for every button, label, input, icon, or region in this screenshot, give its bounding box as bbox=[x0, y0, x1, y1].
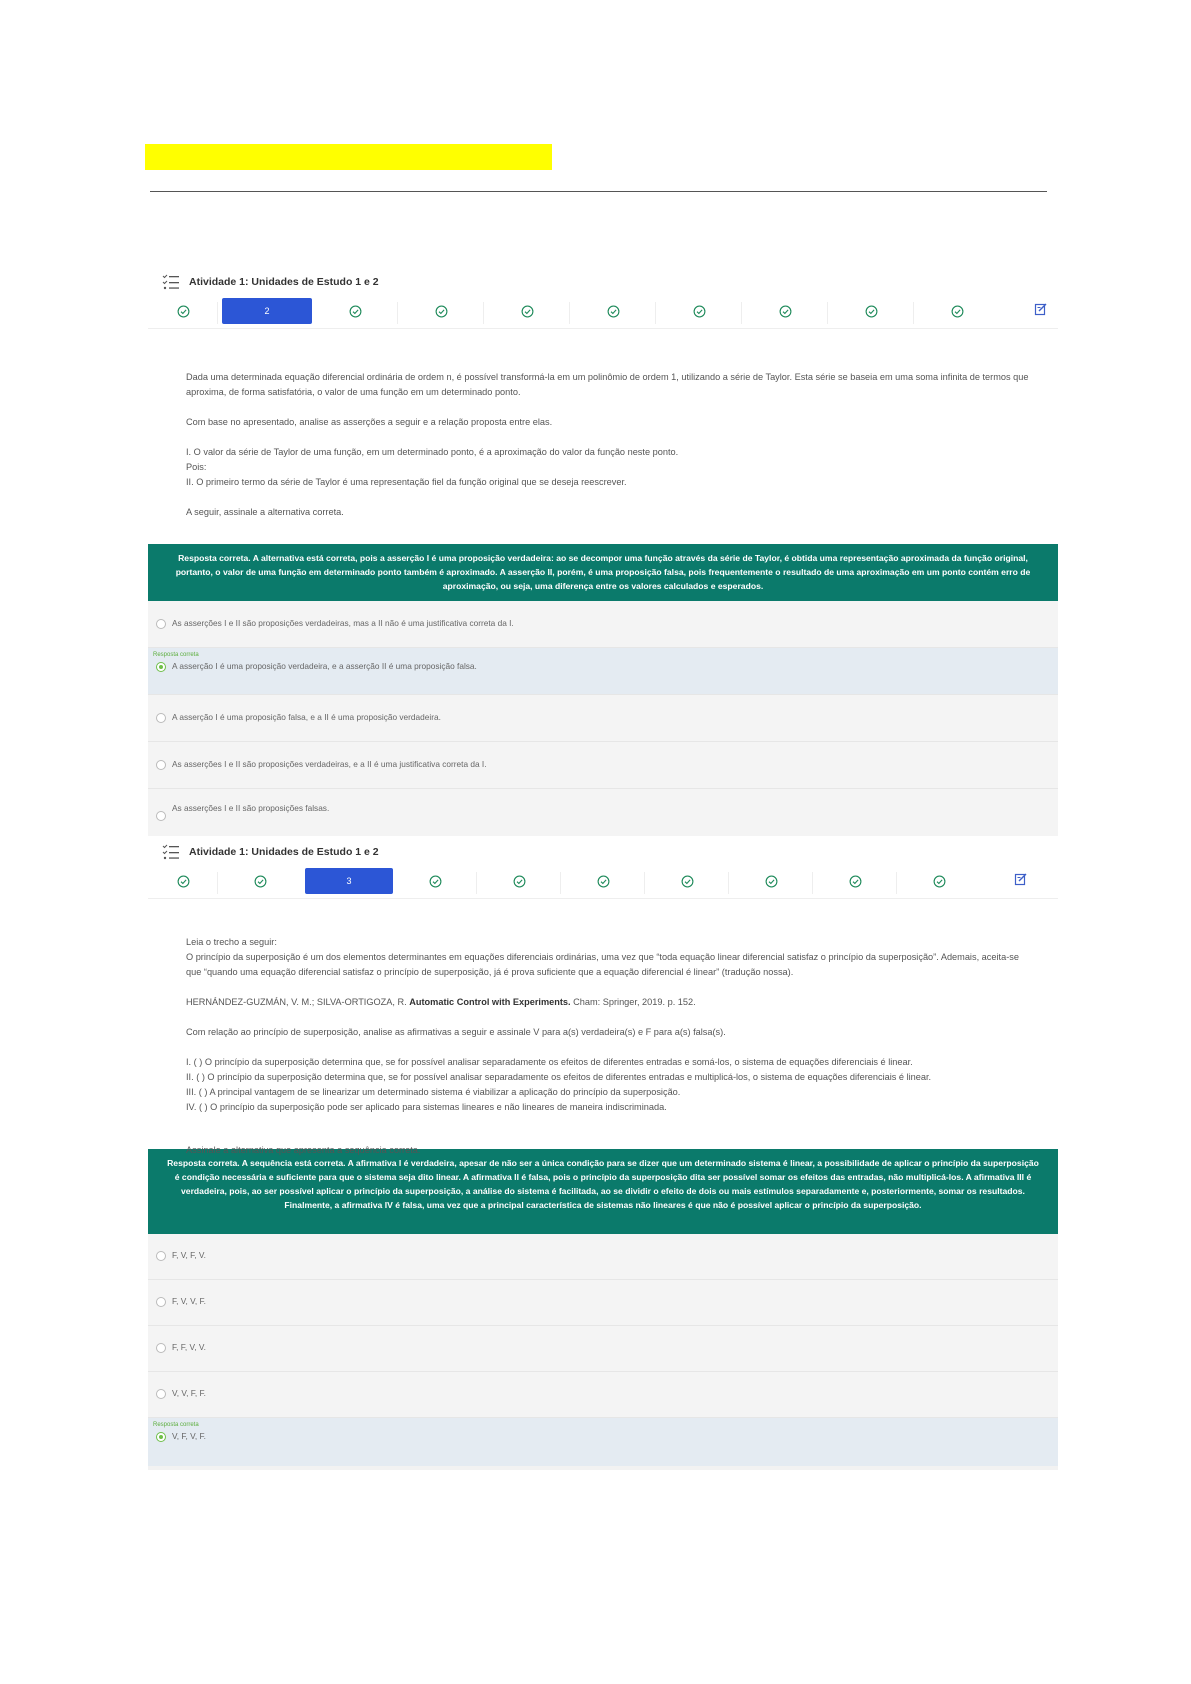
radio-button[interactable] bbox=[156, 1389, 166, 1399]
radio-button[interactable] bbox=[156, 1297, 166, 1307]
nav-question-4[interactable] bbox=[393, 868, 477, 894]
question-instruction: Com relação ao princípio de superposição, analise as afirmativas a seguir e assinale V para a(s) verdadeira(s) e F para a(s) falsa(s). bbox=[186, 1027, 726, 1037]
check-circle-icon bbox=[951, 305, 964, 318]
answer-option[interactable] bbox=[148, 742, 1058, 789]
activity-title: Atividade 1: Unidades de Estudo 1 e 2 bbox=[189, 276, 379, 288]
answer-option-selected[interactable] bbox=[148, 648, 1058, 695]
correct-answer-tag: Resposta correta bbox=[153, 1422, 199, 1428]
reference bbox=[186, 995, 1030, 1010]
answer-option-label: A asserção I é uma proposição falsa, e a II é uma proposição verdadeira. bbox=[172, 712, 441, 722]
question-statements: I. ( ) O princípio da superposição determina que, se for possível analisar separadamente os efeitos de diferentes entradas e somá-los, o sistema de equações diferenciais é linear. II. ( ) O princípio da superposição determina que, se for possível analisar separadamente os efeitos de diferentes entradas e multiplicá-los, o sistema de equações diferenciais é linear. III. ( ) A principal vantagem de se linearizar um determinado sistema é viabilizar a aplicação do princípio da superposição. IV. ( ) O princípio da superposição pode ser aplicado para sistemas lineares e não lineares de maneira indiscriminada. bbox=[186, 1057, 932, 1112]
reference-book-title: Automatic Control with Experiments. bbox=[409, 997, 571, 1007]
answer-option[interactable] bbox=[148, 601, 1058, 648]
check-circle-icon bbox=[435, 305, 448, 318]
nav-question-9[interactable] bbox=[828, 298, 914, 324]
answer-option[interactable] bbox=[148, 1234, 1058, 1280]
question-text bbox=[148, 329, 1058, 544]
radio-button[interactable] bbox=[156, 1343, 166, 1353]
nav-question-7[interactable] bbox=[645, 868, 729, 894]
answer-option-label: V, F, V, F. bbox=[172, 1431, 206, 1441]
correct-answer-tag: Resposta correta bbox=[153, 652, 199, 658]
radio-button[interactable] bbox=[156, 811, 166, 821]
check-circle-icon bbox=[177, 875, 190, 888]
radio-button[interactable] bbox=[156, 619, 166, 629]
check-circle-icon bbox=[865, 305, 878, 318]
task-list-icon bbox=[162, 274, 180, 290]
check-circle-icon bbox=[349, 305, 362, 318]
answer-option[interactable] bbox=[148, 1372, 1058, 1418]
answer-option-label: F, V, V, F. bbox=[172, 1296, 206, 1306]
question-closing: Assinale a alternativa que apresenta a sequência correta. bbox=[186, 1145, 421, 1155]
question-navigator bbox=[148, 868, 1058, 899]
question-text bbox=[148, 899, 1058, 1155]
question-navigator bbox=[148, 298, 1058, 329]
nav-question-6[interactable] bbox=[561, 868, 645, 894]
nav-question-1[interactable] bbox=[148, 868, 218, 894]
answer-option-label: As asserções I e II são proposições falsas. bbox=[172, 803, 330, 813]
nav-question-10[interactable] bbox=[897, 868, 981, 894]
yellow-highlight bbox=[145, 144, 552, 170]
nav-question-5[interactable] bbox=[477, 868, 561, 894]
check-circle-icon bbox=[779, 305, 792, 318]
check-circle-icon bbox=[933, 875, 946, 888]
check-circle-icon bbox=[607, 305, 620, 318]
answer-option-label: F, V, F, V. bbox=[172, 1250, 206, 1260]
nav-question-6[interactable] bbox=[570, 298, 656, 324]
radio-button[interactable] bbox=[156, 713, 166, 723]
nav-question-8[interactable] bbox=[742, 298, 828, 324]
activity-header bbox=[148, 266, 1058, 298]
nav-question-2[interactable] bbox=[218, 868, 302, 894]
check-circle-icon bbox=[597, 875, 610, 888]
radio-button-checked[interactable] bbox=[156, 1432, 166, 1442]
check-circle-icon bbox=[429, 875, 442, 888]
answer-option[interactable] bbox=[148, 1280, 1058, 1326]
check-circle-icon bbox=[177, 305, 190, 318]
nav-question-4[interactable] bbox=[398, 298, 484, 324]
answer-option[interactable] bbox=[148, 695, 1058, 742]
check-circle-icon bbox=[513, 875, 526, 888]
nav-question-1[interactable] bbox=[148, 298, 218, 324]
answer-option-label: F, F, V, V. bbox=[172, 1342, 206, 1352]
horizontal-rule bbox=[150, 191, 1047, 192]
check-circle-icon bbox=[693, 305, 706, 318]
check-circle-icon bbox=[765, 875, 778, 888]
nav-question-7[interactable] bbox=[656, 298, 742, 324]
reference-authors: HERNÁNDEZ-GUZMÁN, V. M.; SILVA-ORTIGOZA, R. bbox=[186, 997, 410, 1007]
question-paragraph: Dada uma determinada equação diferencial ordinária de ordem n, é possível transformá-la em um polinômio de ordem 1, utilizando a série de Taylor. Esta série se baseia em uma soma infinita de termos que aproxima, de forma satisfatória, o valor de uma função em um determinado ponto. bbox=[186, 372, 1029, 397]
radio-button-checked[interactable] bbox=[156, 662, 166, 672]
activity-header bbox=[148, 836, 1058, 868]
check-circle-icon bbox=[681, 875, 694, 888]
nav-question-3[interactable] bbox=[312, 298, 398, 324]
feedback-banner: Resposta correta. A alternativa está correta, pois a asserção I é uma proposição verdadeira: ao se decompor uma função através da série de Taylor, é obtida uma representação aproximada da função original, portanto, o valor de uma função em determinado ponto também é aproximado. A asserção II, porém, é uma proposição falsa, pois frequentemente o resultado de uma aproximação em um ponto contém erro de aproximação, ou seja, uma diferença entre os valores calculados e esperados. bbox=[148, 544, 1058, 601]
answer-option[interactable] bbox=[148, 1326, 1058, 1372]
edit-notes-icon[interactable] bbox=[1034, 302, 1048, 316]
check-circle-icon bbox=[849, 875, 862, 888]
answer-option-label: As asserções I e II são proposições verdadeiras, e a II é uma justificativa correta da I. bbox=[172, 759, 487, 769]
check-circle-icon bbox=[254, 875, 267, 888]
task-list-icon bbox=[162, 844, 180, 860]
activity-title: Atividade 1: Unidades de Estudo 1 e 2 bbox=[189, 846, 379, 858]
nav-question-10[interactable] bbox=[914, 298, 1000, 324]
answer-option-label: V, V, F, F. bbox=[172, 1388, 206, 1398]
answer-option-label: As asserções I e II são proposições verdadeiras, mas a II não é uma justificativa correta da I. bbox=[172, 618, 514, 628]
nav-question-current[interactable]: 2 bbox=[222, 298, 312, 324]
nav-question-9[interactable] bbox=[813, 868, 897, 894]
radio-button[interactable] bbox=[156, 1251, 166, 1261]
feedback-banner: Resposta correta. A sequência está correta. A afirmativa I é verdadeira, apesar de não ser a única condição para se dizer que um determinado sistema é linear, a possibilidade de aplicar o princípio da superposição é condição necessária e suficiente para que o sistema seja dito linear. A afirmativa II é falsa, pois o princípio da superposição dita ser possível somar os efeitos das entradas, não multiplicá-los. A afirmativa III é verdadeira, pois, ao ser possível aplicar o princípio da superposição, a análise do sistema é facilitada, ao se dividir o efeito de dois ou mais estímulos separadamente e, posteriormente, somar os resultados. Finalmente, a afirmativa IV é falsa, uma vez que a principal característica de sistemas não lineares é que não é possível aplicar o princípio da superposição. bbox=[148, 1149, 1058, 1234]
question-paragraph: A seguir, assinale a alternativa correta. bbox=[186, 507, 344, 517]
nav-question-current[interactable]: 3 bbox=[305, 868, 393, 894]
question-intro: Leia o trecho a seguir: O princípio da superposição é um dos elementos determinantes em equações diferenciais ordinárias, uma vez que “toda equação linear diferencial satisfaz o princípio da superposição”. Ademais, aceita-se que “quando uma equação diferencial satisfaz o princípio de superposição, já é prova suficiente que a equação diferencial é linear” (tradução nossa). bbox=[186, 937, 1019, 977]
nav-question-5[interactable] bbox=[484, 298, 570, 324]
answer-option-label: A asserção I é uma proposição verdadeira, e a asserção II é uma proposição falsa. bbox=[172, 661, 477, 671]
question-card-2 bbox=[148, 266, 1058, 855]
check-circle-icon bbox=[521, 305, 534, 318]
question-paragraph: I. O valor da série de Taylor de uma função, em um determinado ponto, é a aproximação do valor da função neste ponto. Pois: II. O primeiro termo da série de Taylor é uma representação fiel da função original que se deseja reescrever. bbox=[186, 447, 679, 487]
question-card-3 bbox=[148, 836, 1058, 1470]
answer-option-selected[interactable] bbox=[148, 1418, 1058, 1470]
radio-button[interactable] bbox=[156, 760, 166, 770]
question-paragraph: Com base no apresentado, analise as asserções a seguir e a relação proposta entre elas. bbox=[186, 417, 553, 427]
nav-question-8[interactable] bbox=[729, 868, 813, 894]
edit-notes-icon[interactable] bbox=[1014, 872, 1028, 886]
reference-publisher: Cham: Springer, 2019. p. 152. bbox=[570, 997, 696, 1007]
